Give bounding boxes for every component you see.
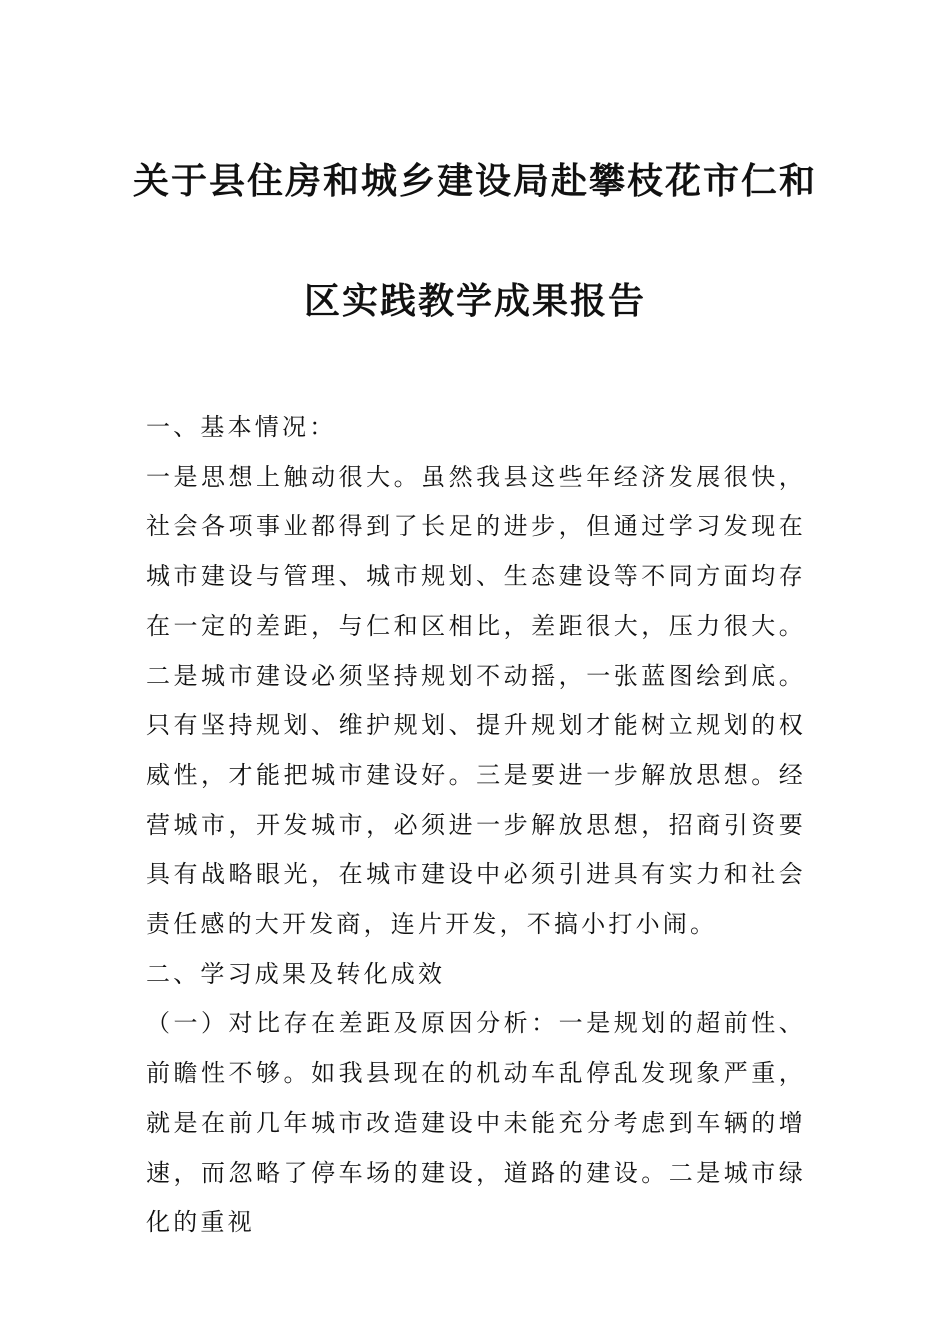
- section-1-paragraph: 一是思想上触动很大。虽然我县这些年经济发展很快，社会各项事业都得到了长足的进步，但通过学习发现在城市建设与管理、城市规划、生态建设等不同方面均存在一定的差距，与仁和区相比，差距很大，压力很大。二是城市建设必须坚持规划不动摇，一张蓝图绘到底。只有坚持规划、维护规划、提升规划才能树立规划的权威性，才能把城市建设好。三是要进一步解放思想。经营城市，开发城市，必须进一步解放思想，招商引资要具有战略眼光，在城市建设中必须引进具有实力和社会责任感的大开发商，连片开发，不搞小打小闹。: [146, 462, 806, 939]
- section-2-heading: 二、学习成果及转化成效: [146, 959, 446, 988]
- document-body: [146, 403, 806, 1248]
- document-title-line-2: 区实践教学成果报告: [303, 280, 646, 322]
- section-2-paragraph: （一）对比存在差距及原因分析：一是规划的超前性、前瞻性不够。如我县现在的机动车乱停乱发现象严重，就是在前几年城市改造建设中未能充分考虑到车辆的增速，而忽略了停车场的建设，道路的建设。二是城市绿化的重视: [146, 1009, 806, 1237]
- document-title-line-1: 关于县住房和城乡建设局赴攀枝花市仁和: [132, 160, 817, 202]
- section-1-heading: 一、基本情况：: [146, 413, 337, 441]
